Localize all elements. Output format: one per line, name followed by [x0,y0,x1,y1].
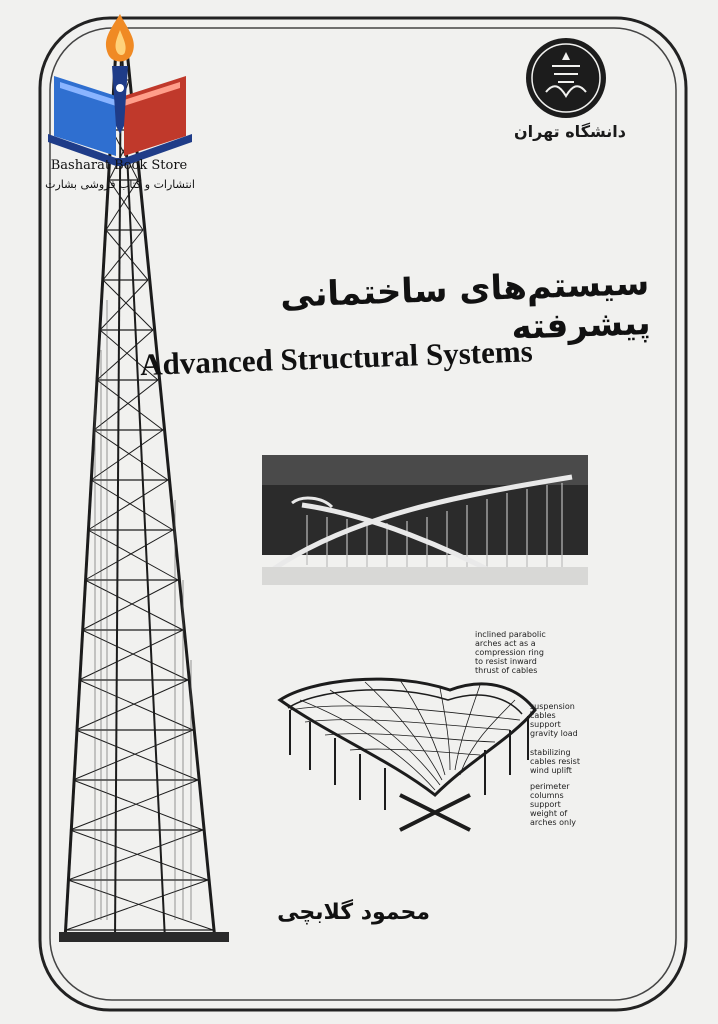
annotation-perimeter: perimeter columns support weight of arches only [530,782,577,827]
annotation-arches: inclined parabolic arches act as a compression ring to resist inward thrust of cables [475,630,546,675]
book-title-english: Advanced Structural Systems [139,333,534,383]
arched-building-photo [262,455,588,585]
store-name: Basharat Book Store [50,158,188,173]
book-title-persian: سیستم‌های ساختمانی پیشرفته [279,262,652,348]
author-name: محمود گلابچی [277,900,430,925]
annotation-suspension: suspension cables support gravity load [530,702,578,738]
university-seal-icon [524,36,608,120]
publisher-name: دانشگاه تهران [514,122,626,141]
annotation-stabilizing: stabilizing cables resist wind uplift [530,748,580,775]
store-subtitle: انتشارات و کتاب فروشی بشارت [45,178,195,191]
